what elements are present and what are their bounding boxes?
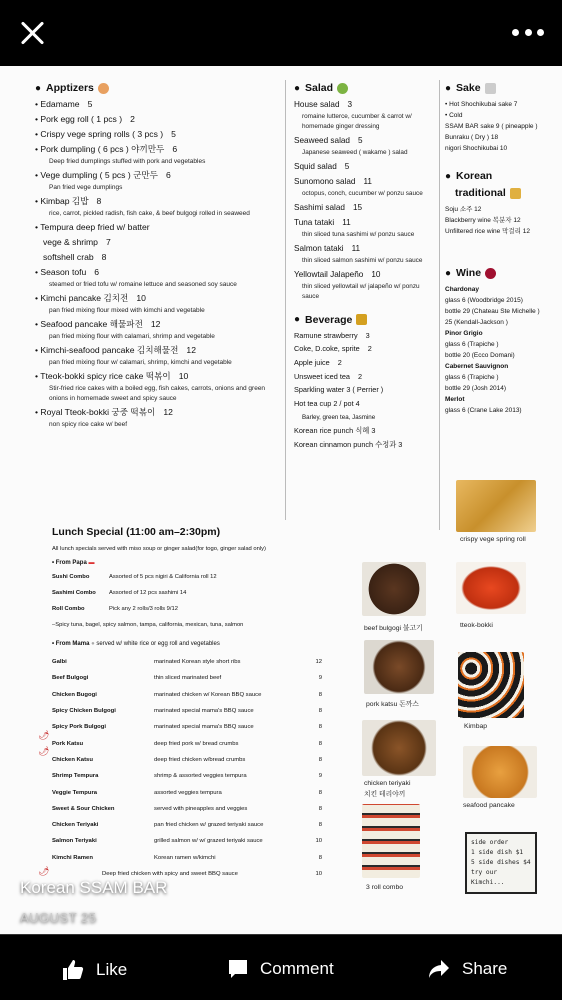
lunch-item-price: 12 [315,659,322,666]
last-desc: Deep fried chicken with spicy and sweet BBQ sauce [102,871,238,877]
item-name: Sashimi salad [294,203,345,212]
lunch-item-desc: Assorted of 12 pcs sashimi 14 [109,590,187,596]
wine-line: glass 6 (Trapiche ) [445,374,499,381]
lunch-item-name: Spicy Pork Bulgogi [52,724,107,731]
tteokbokki-photo[interactable] [456,562,526,614]
item-desc: romaine lutterce, cucumber & carrot w/ homemade ginger dressing [302,112,412,130]
wine-line: glass 6 (Trapiche ) [445,341,499,348]
roll-combo-caption: 3 roll combo [366,884,404,891]
item-name: Season tofu [40,267,87,277]
lunch-item[interactable] [52,687,322,703]
seafood-pancake-photo[interactable] [463,746,537,798]
chicken-teriyaki-photo[interactable] [362,720,436,776]
item-desc: Deep fried dumplings stuffed with pork and vegetables [49,157,206,165]
wine-line: glass 6 (Woodbridge 2015) [445,297,523,304]
menu-item[interactable]: • Tteok-bokki spicy rice cake 떡볶이 10 [35,371,189,381]
item-price: 6 [172,144,178,154]
lunch-item[interactable] [52,670,322,686]
menu-item[interactable]: • Pork dumpling ( 6 pcs ) 야끼만두 6 [35,144,178,154]
item-price: 2 [130,114,135,124]
item-price: 11 [351,244,361,253]
item-name: Crispy vege spring rolls ( 3 pcs ) [40,129,164,139]
menu-item[interactable] [35,237,280,249]
item-price: 3 [365,330,370,340]
tteokbokki-caption: tteok-bokki [460,622,493,629]
lunch-item-name: Chicken Teriyaki [52,822,99,829]
beer-icon [356,314,367,325]
item-desc: pan fried mixing flour w/ calamari, shrimp, kimchi and vegetable [49,358,232,366]
menu-item[interactable] [294,135,434,147]
spring-roll-caption: crispy vege spring roll [460,536,526,543]
salad-title: Salad [305,82,334,94]
drinks-section: ● Sake • Hot Shochikubai sake 7 • Cold SSAM BAR sake 9 ( pineapple ) Bunraku ( Dry ) 18 nigori Shochikubai 10 ● Korean traditional Soju 소주 12 Blackberry wine 복분자 12 Unfiltered rice wine 막걸리 12 ● Wine Chardonay glass 6 (Woodbridge 2015) bottle 29 (Chateau Ste Michelle ) 25 (Kendall-Jackson ) Pinor Grigio glass 6 (Trapiche ) bottle 20 (Ecco Domani) Cabernet Sauvignon glass 6 (Trapiche ) bottle 29 (Josh 2014) Merlot glass 6 (Crane Lake 2013) [445,76,560,416]
sake-line: • Hot Shochikubai sake 7 [445,101,518,108]
item-price: 12 [150,319,161,329]
item-price: 6 [165,170,171,180]
menu-item[interactable] [294,344,434,354]
menu-item[interactable] [294,385,434,395]
salad-section: ● Salad House salad 3 romaine lutterce, cucumber & carrot w/ homemade ginger dressing Seaweed salad 5 Japanese seaweed ( wakame ) salad Squid salad 5 Sunomono salad 11 octopus, conch, cucumber w/ ponzu sauce Sashimi salad 15 Tuna tataki 11 thin sliced tuna sashimi w/ ponzu sauce Salmon tataki 11 thin sliced salmon sashimi w/ ponzu sauce Yellowtail Jalapeño 10 thin sliced yellowtail w/ jalapeño w/ ponzu sauce ● Beverage Ramune strawberry 3 Coke, D.coke, sprite 2 Apple juice 2 Unsweet iced tea 2 Sparkling water 3 ( Perrier ) Hot tea cup 2 / pot 4 Barley, green tea, Jasmine Korean rice punch 식혜 3 Korean cinnamon punch 수정과 3 [294,76,434,451]
lunch-item[interactable] [52,850,322,866]
pork-katsu-caption: pork katsu 돈까스 [366,701,419,708]
item-desc: pan fried mixing flour with calamari, shrimp and vegetable [49,332,215,340]
lunch-item-price: 9 [318,773,322,780]
wine-line: bottle 20 (Ecco Domani) [445,352,515,359]
divider [439,80,440,530]
wine-line: glass 6 (Crane Lake 2013) [445,407,522,414]
item-desc: steamed or fried tofu w/ romaine lettuce and seasoned soy sauce [49,280,237,288]
item-name: Hot tea cup 2 / pot 4 [294,399,360,409]
item-name: Sparkling water 3 ( Perrier ) [294,385,384,395]
lunch-item-desc: deep fried chicken w/bread crumbs [154,756,246,763]
lunch-item-desc: Pick any 2 rolls/3 rolls 9/12 [109,606,178,612]
item-desc: thin sliced yellowtail w/ jalapeño w/ ponzu sauce [302,282,420,300]
item-name: Edamame [40,99,80,109]
korean-drink-line: Blackberry wine 복분자 12 [445,217,521,224]
item-name: Tteok-bokki spicy rice cake 떡볶이 [40,371,171,381]
lunch-item-desc: marinated chicken w/ Korean BBQ sauce [154,691,262,698]
lunch-item-price: 8 [318,756,322,763]
item-desc: thin sliced salmon sashimi w/ ponzu sauce [302,256,423,264]
item-desc: non spicy rice cake w/ beef [49,420,128,428]
item-price: 3 [347,100,353,109]
item-price: 15 [352,203,363,212]
item-price: 12 [186,345,196,355]
item-price: 8 [101,252,107,262]
item-name: Ramune strawberry [294,330,358,340]
menu-item[interactable] [294,399,434,409]
korean-drink-line: Soju 소주 12 [445,206,482,213]
thumbs-up-icon [62,959,84,981]
item-name: Vege dumpling ( 5 pcs ) 군만두 [40,170,158,180]
item-name: Coke, D.coke, sprite [294,344,360,354]
item-price: 8 [96,196,102,206]
sake-line: Bunraku ( Dry ) 18 [445,134,499,141]
sake-line: SSAM BAR sake 9 ( pineapple ) [445,123,538,130]
item-price: 6 [94,267,100,277]
menu-item[interactable]: • Tempura deep fried w/ batter [35,222,150,232]
roll-combo-photo[interactable] [362,804,420,878]
lunch-item[interactable] [52,833,322,849]
lunch-item-desc: assorted veggies tempura [154,789,222,796]
item-price: 5 [358,136,363,145]
menu-item[interactable] [35,252,280,264]
dumpling-icon [98,83,109,94]
beer-mug-icon [510,188,521,199]
lunch-item-price: 8 [318,691,322,698]
rice-icon: ● [91,641,95,647]
korean-title: Korean [456,170,493,182]
wine-glass-icon [485,268,496,279]
lunch-item-desc: pan fried chicken w/ grazed teriyaki sauce [154,822,264,829]
wine-line: 25 (Kendall-Jackson ) [445,319,508,326]
item-price: 5 [87,99,93,109]
lunch-title: Lunch Special (11:00 am–2:30pm) [52,526,221,538]
item-desc: thin sliced tuna sashimi w/ ponzu sauce [302,230,415,238]
menu-item[interactable] [294,176,434,188]
menu-item[interactable]: • Kimchi-seafood pancake 김치해물전 12 [35,345,196,355]
menu-item[interactable] [294,202,434,214]
sake-icon [485,83,496,94]
item-desc: Stir-fried rice cakes with a boiled egg, fish cakes, carrots, onions and green onions in homemade sweet and spicy sauce [49,384,266,402]
chili-icon: 🌶 [38,866,50,876]
salad-icon [337,83,348,94]
kimbap-photo[interactable] [458,652,524,718]
item-price: 2 [357,371,363,381]
lunch-item-desc: thin sliced marinated beef [154,675,222,682]
lunch-item[interactable] [52,801,322,817]
menu-item[interactable]: • Crispy vege spring rolls ( 3 pcs ) 5 [35,129,176,139]
lunch-item-desc: Assorted of 5 pcs nigiri & California roll 12 [109,574,217,580]
item-price: 11 [342,218,351,227]
lunch-item-price: 10 [315,838,322,845]
lunch-note: All lunch specials served with miso soup or ginger salad(for togo, ginger salad only) [52,546,266,552]
lunch-item-name: Veggie Tempura [52,789,98,796]
item-desc: rice, carrot, pickled radish, fish cake, & beef bulgogi rolled in seaweed [49,209,250,217]
sake-title: Sake [456,82,481,94]
bulgogi-caption: beef bulgogi 불고기 [364,625,423,632]
lunch-item[interactable] [52,589,322,598]
item-name: Tuna tataki [294,218,335,227]
item-desc: Pan fried vege dumplings [49,183,123,191]
wine-title: Wine [456,267,482,279]
item-name: vege & shrimp [43,237,98,247]
item-price: 2 [337,357,342,367]
item-desc: octopus, conch, cucumber w/ ponzu sauce [302,189,423,197]
close-icon[interactable] [20,20,46,46]
lunch-item-name: Shrimp Tempura [52,773,99,780]
like-button[interactable]: Like [62,959,127,981]
appetizers-section: ● Apptizers • Edamame 5 • Pork egg roll ( 1 pcs ) 2 • Crispy vege spring rolls ( 3 pcs ) 5 • Pork dumpling ( 6 pcs ) 야끼만두 6 Deep fried dumplings stuffed with pork and vegetables • Vege dumpling ( 5 pcs ) 군만두 6 Pan fried vege dumplings • Kimbap 김밥 8 rice, carrot, pickled radish, fish cake, & beef bulgogi rolled in seaweed • Tempura deep fried w/ batter vege & shrimp 7 softshell crab 8 • Season tofu 6 steamed or fried tofu w/ romaine lettuce and seasoned soy sauce • Kimchi pancake 김치전 10 pan fried mixing flour mixed with kimchi and vegetable • Seafood pancake 해물파전 12 pan fried mixing flour with calamari, shrimp and vegetable • Kimchi-seafood pancake 김치해물전 12 pan fried mixing flour w/ calamari, shrimp, kimchi and vegetable • Tteok-bokki spicy rice cake 떡볶이 10 Stir-fried rice cakes with a boiled egg, fish cakes, carrots, onions and green onions in homemade sweet and spicy sauce • Royal Tteok-bokki 궁중 떡볶이 12 non spicy rice cake w/ beef [35,76,280,431]
from-mama-title: • From Mama ● served w/ white rice or egg roll and vegetables [52,641,220,647]
item-name: Salmon tataki [294,244,344,253]
sushi-icon: ▬ [88,560,95,566]
menu-photo[interactable] [0,66,562,934]
lunch-item-price: 8 [318,724,322,731]
sake-line: nigori Shochikubai 10 [445,145,508,152]
share-icon [428,959,450,979]
item-name: Squid salad [294,162,337,171]
menu-item[interactable] [294,331,434,341]
lunch-item[interactable] [52,768,322,784]
lunch-item-price: 8 [318,708,322,715]
from-papa-title: • From Papa ▬ [52,560,95,566]
pork-katsu-photo[interactable] [364,640,434,694]
sake-line: • Cold [445,112,463,119]
side-order-note: side order 1 side dish $1 5 side dishes $4 try our Kimchi... [465,832,537,894]
chili-icon: 🌶 [38,746,50,756]
lunch-item-price: 8 [318,740,322,747]
lunch-item[interactable] [52,654,322,670]
item-price: 5 [344,162,350,171]
wine-line: bottle 29 (Josh 2014) [445,385,507,392]
lunch-item[interactable] [52,703,322,719]
menu-item[interactable] [294,161,434,173]
item-name: Yellowtail Jalapeño [294,270,364,279]
menu-item[interactable]: • Pork egg roll ( 1 pcs ) 2 [35,114,135,124]
item-price: 12 [163,407,173,417]
lunch-item-desc: Korean ramen w/kimchi [154,854,216,861]
item-name: Tempura deep fried w/ batter [40,222,150,232]
item-desc: pan fried mixing flour mixed with kimchi and vegetable [49,306,205,314]
item-name: Seafood pancake 해물파전 [40,319,143,329]
top-bar [0,0,562,66]
beverage-title: Beverage [305,313,353,326]
wine-line: bottle 29 (Chateau Ste Michelle ) [445,308,540,315]
kimbap-caption: Kimbap [464,723,488,730]
chicken-teriyaki-caption: chicken teriyaki [364,780,411,787]
chicken-teriyaki-caption-korean: 치킨 테리야끼 [364,791,406,798]
lunch-item-price: 8 [318,822,322,829]
item-name: Korean rice punch 식혜 3 [294,426,376,436]
lunch-item[interactable] [52,605,322,614]
lunch-item-name: Chicken Bugogi [52,691,97,698]
wine-line: Cabernet Sauvignon [445,363,509,370]
item-name: House salad [294,100,340,109]
lunch-item-desc: grilled salmon w/ w/ grazed teriyaki sauce [154,838,263,845]
item-name: Unsweet iced tea [294,371,350,381]
lunch-item-name: Sashimi Combo [52,590,96,596]
lunch-item[interactable] [52,573,322,582]
chili-icon: 🌶 [38,730,50,740]
lunch-item-desc: served with pineapples and veggies [154,805,248,812]
lunch-item-desc: marinated special mama's BBQ sauce [154,708,254,715]
action-bar [0,934,562,1000]
menu-item[interactable] [294,217,434,229]
item-name: Sunomono salad [294,177,356,186]
lunch-item-price: 8 [318,854,322,861]
menu-item[interactable] [294,243,434,255]
lunch-item-name: Roll Combo [52,606,85,612]
comment-button[interactable]: Comment [228,959,334,979]
lunch-item-name: Galbi [52,659,67,666]
item-price: 10 [178,371,189,381]
menu-item[interactable] [294,372,434,382]
menu-item[interactable]: • Seafood pancake 해물파전 12 [35,319,161,329]
traditional-title: traditional [455,187,506,199]
lunch-item-name: Sweet & Sour Chicken [52,805,115,812]
lunch-item-name: Beef Bulgogi [52,675,89,682]
menu-item[interactable]: • Edamame 5 [35,99,93,109]
item-price: 5 [171,129,176,139]
item-name: Kimchi pancake 김치전 [40,293,129,303]
item-name: softshell crab [43,252,94,262]
lunch-item-price: 8 [318,789,322,796]
wine-line: Pinor Grigio [445,330,483,337]
lunch-item-name: Pork Katsu [52,740,84,747]
lunch-item-name: Kimchi Ramen [52,854,93,861]
lunch-item-name: Sushi Combo [52,574,90,580]
bulgogi-photo[interactable] [362,562,426,616]
menu-item[interactable] [294,413,434,423]
lunch-special-section [52,526,322,882]
menu-item[interactable]: • Royal Tteok-bokki 궁중 떡볶이 12 [35,407,173,417]
lunch-item-price: 9 [318,675,322,682]
menu-item[interactable]: • Vege dumpling ( 5 pcs ) 군만두 6 [35,170,171,180]
post-title: Korean SSAM BAR [20,878,168,897]
more-icon[interactable] [512,26,544,38]
lunch-item-name: Salmon Teriyaki [52,838,97,845]
wine-line: Chardonay [445,286,479,293]
item-desc: Japanese seaweed ( wakame ) salad [302,148,408,156]
appetizers-title: Apptizers [46,82,94,94]
lunch-item-desc: shrimp & assorted veggies tempura [154,773,247,780]
seafood-pancake-caption: seafood pancake [463,802,515,809]
menu-item[interactable] [294,440,434,450]
item-price: 10 [371,270,381,279]
item-price: 2 [367,344,372,354]
menu-item[interactable] [294,269,434,281]
menu-item[interactable] [294,426,434,436]
item-name: Royal Tteok-bokki 궁중 떡볶이 [40,407,156,417]
spring-roll-photo[interactable] [456,480,536,532]
item-price: 7 [105,237,111,247]
lunch-item-desc: marinated special mama's BBQ sauce [154,724,254,731]
item-name: Kimbap 김밥 [40,196,89,206]
post-date: AUGUST 25 [20,910,97,925]
lunch-item[interactable] [52,784,322,800]
item-name: Pork dumpling ( 6 pcs ) 야끼만두 [40,144,165,154]
korean-drink-line: Unfiltered rice wine 막걸리 12 [445,228,530,235]
menu-item[interactable] [294,358,434,368]
share-button[interactable]: Share [428,959,507,979]
item-name: Barley, green tea, Jasmine [302,413,376,421]
lunch-item-name: Chicken Katsu [52,756,93,763]
lunch-item[interactable] [52,735,322,751]
menu-item[interactable] [294,99,434,111]
last-price: 10 [315,871,322,877]
lunch-item[interactable] [52,817,322,833]
wine-line: Merlot [445,396,465,403]
lunch-item-price: 8 [318,805,322,812]
lunch-item-name: Spicy Chicken Bulgogi [52,708,116,715]
lunch-item[interactable] [52,719,322,735]
item-name: Kimchi-seafood pancake 김치해물전 [40,345,179,355]
item-name: Apple juice [294,357,330,367]
menu-item[interactable]: • Season tofu 6 [35,267,100,277]
item-price: 10 [136,293,146,303]
lunch-item-desc: deep fried pork w/ bread crumbs [154,740,239,747]
roll-note: –Spicy tuna, bagel, spicy salmon, tampa, california, mexican, tuna, salmon [52,622,244,628]
item-price: 11 [363,177,372,186]
menu-item[interactable]: • Kimchi pancake 김치전 10 [35,293,146,303]
comment-icon [228,959,248,979]
item-name: Seaweed salad [294,136,350,145]
menu-item[interactable]: • Kimbap 김밥 8 [35,196,102,206]
divider [285,80,286,520]
item-name: Korean cinnamon punch 수정과 3 [294,440,403,450]
lunch-item-desc: marinated Korean style short ribs [154,659,241,666]
item-name: Pork egg roll ( 1 pcs ) [40,114,123,124]
lunch-item[interactable] [52,752,322,768]
